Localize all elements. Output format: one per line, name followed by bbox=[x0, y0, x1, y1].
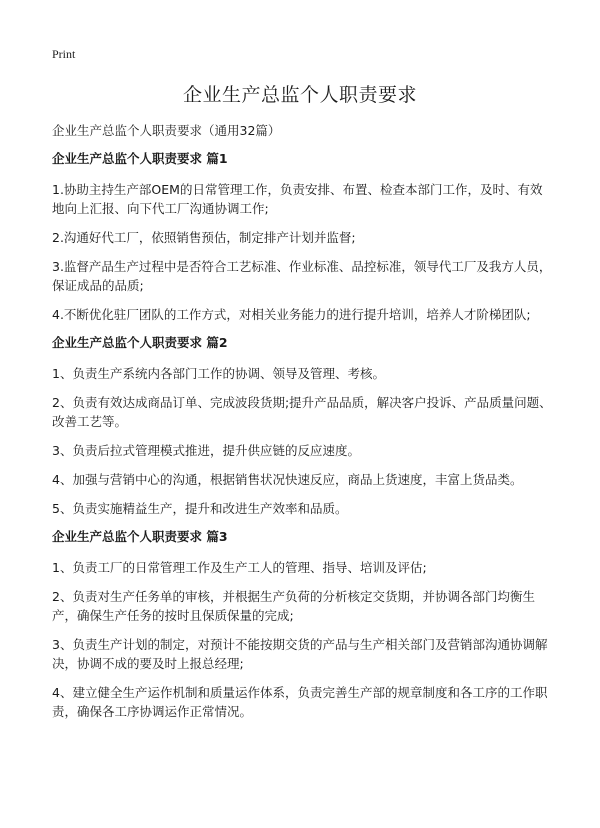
paragraph: 1.协助主持生产部OEM的日常管理工作，负责安排、布置、检查本部门工作，及时、有效地向上汇报、向下代工厂沟通协调工作; bbox=[52, 182, 543, 216]
document-subtitle: 企业生产总监个人职责要求（通用32篇） bbox=[52, 123, 281, 138]
section-heading: 企业生产总监个人职责要求 篇1 bbox=[52, 151, 228, 166]
paragraph: 4.不断优化驻厂团队的工作方式，对相关业务能力的进行提升培训，培养人才阶梯团队; bbox=[52, 307, 531, 322]
paragraph: 4、建立健全生产运作机制和质量运作体系，负责完善生产部的规章制度和各工序的工作职责，确保各工序协调运作正常情况。 bbox=[52, 685, 548, 719]
section-3 bbox=[52, 528, 552, 721]
section-heading: 企业生产总监个人职责要求 篇2 bbox=[52, 335, 228, 350]
paragraph: 3、负责后拉式管理模式推进，提升供应链的反应速度。 bbox=[52, 443, 360, 458]
print-link[interactable]: Print bbox=[52, 47, 76, 61]
document-title: 企业生产总监个人职责要求 bbox=[182, 84, 417, 106]
section-heading: 企业生产总监个人职责要求 篇3 bbox=[52, 529, 228, 544]
document-body bbox=[52, 150, 552, 731]
paragraph: 2、负责对生产任务单的审核，并根据生产负荷的分析核定交货期，并协调各部门均衡生产，确保生产任务的按时且保质保量的完成; bbox=[52, 589, 535, 623]
paragraph: 2、负责有效达成商品订单、完成波段货期;提升产品品质，解决客户投诉、产品质量问题、改善工艺等。 bbox=[52, 395, 552, 429]
paragraph: 3、负责生产计划的制定，对预计不能按期交货的产品与生产相关部门及营销部沟通协调解决，协调不成的要及时上报总经理; bbox=[52, 637, 548, 671]
paragraph: 1、负责工厂的日常管理工作及生产工人的管理、指导、培训及评估; bbox=[52, 560, 427, 575]
paragraph: 1、负责生产系统内各部门工作的协调、领导及管理、考核。 bbox=[52, 366, 385, 381]
paragraph: 2.沟通好代工厂，依照销售预估，制定排产计划并监督; bbox=[52, 230, 356, 245]
paragraph: 3.监督产品生产过程中是否符合工艺标准、作业标准、品控标准，领导代工厂及我方人员，保证成品的品质; bbox=[52, 259, 552, 293]
paragraph: 5、负责实施精益生产，提升和改进生产效率和品质。 bbox=[52, 501, 348, 516]
section-1 bbox=[52, 150, 552, 324]
section-2 bbox=[52, 334, 552, 518]
paragraph: 4、加强与营销中心的沟通，根据销售状况快速反应，商品上货速度，丰富上货品类。 bbox=[52, 472, 523, 487]
